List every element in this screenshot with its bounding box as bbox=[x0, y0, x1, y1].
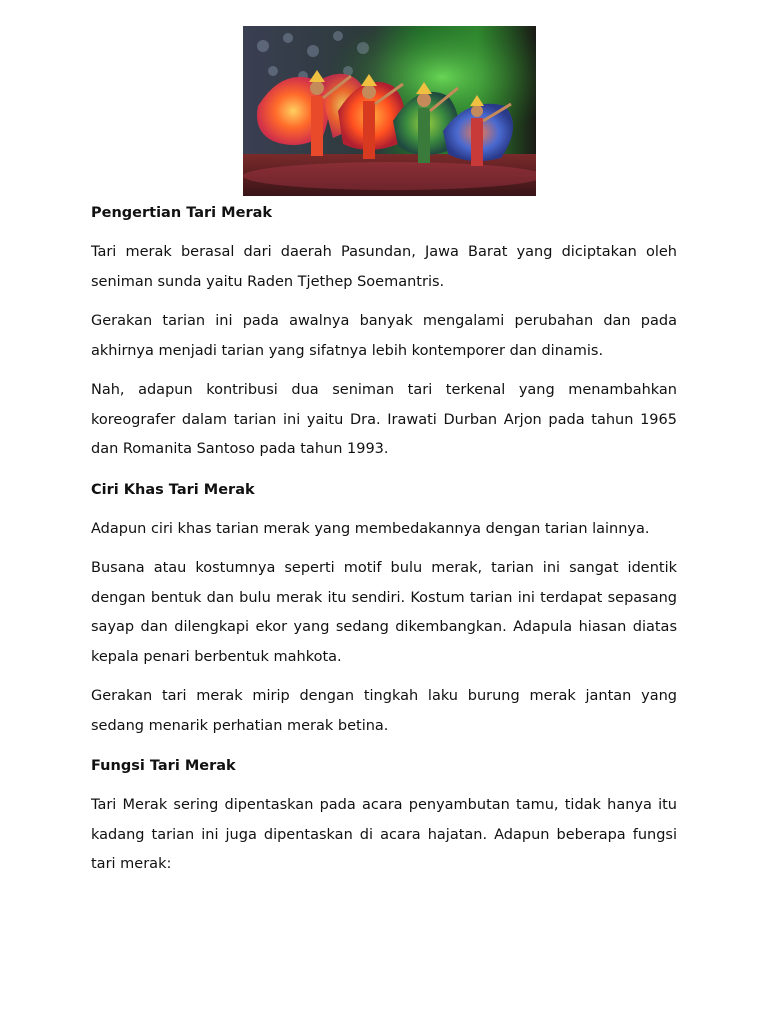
paragraph: Tari Merak sering dipentaskan pada acara penyambutan tamu, tidak hanya itu kadang tarian ini juga dipentaskan di acara hajatan. Adapun beberapa fungsi tari merak: bbox=[91, 797, 677, 872]
section-fungsi bbox=[91, 751, 677, 880]
dance-photo-illustration bbox=[243, 26, 536, 196]
section-heading: Pengertian Tari Merak bbox=[91, 205, 273, 221]
section-ciri-khas bbox=[91, 475, 677, 742]
section-heading: Ciri Khas Tari Merak bbox=[91, 481, 255, 498]
paragraph: Gerakan tarian ini pada awalnya banyak mengalami perubahan dan pada akhirnya menjadi tarian yang sifatnya lebih kontemporer dan dinamis. bbox=[91, 313, 677, 359]
paragraph: Adapun ciri khas tarian merak yang membedakannya dengan tarian lainnya. bbox=[91, 520, 650, 537]
section-pengertian bbox=[91, 198, 677, 465]
dance-photo bbox=[243, 26, 536, 196]
paragraph: Busana atau kostumnya seperti motif bulu merak, tarian ini sangat identik dengan bentuk dan bulu merak itu sendiri. Kostum tarian ini terdapat sepasang sayap dan dilengkapi ekor yang sedang dikembangkan. Adapula hiasan diatas kepala penari berbentuk mahkota. bbox=[91, 560, 677, 665]
paragraph: Tari merak berasal dari daerah Pasundan, Jawa Barat yang diciptakan oleh seniman sunda yaitu Raden Tjethep Soemantris. bbox=[91, 244, 677, 290]
article-body bbox=[91, 198, 677, 890]
section-heading: Fungsi Tari Merak bbox=[91, 758, 236, 774]
paragraph: Nah, adapun kontribusi dua seniman tari terkenal yang menambahkan koreografer dalam tarian ini yaitu Dra. Irawati Durban Arjon pada tahun 1965 dan Romanita Santoso pada tahun 1993. bbox=[91, 382, 677, 457]
paragraph: Gerakan tari merak mirip dengan tingkah laku burung merak jantan yang sedang menarik perhatian merak betina. bbox=[91, 688, 677, 734]
